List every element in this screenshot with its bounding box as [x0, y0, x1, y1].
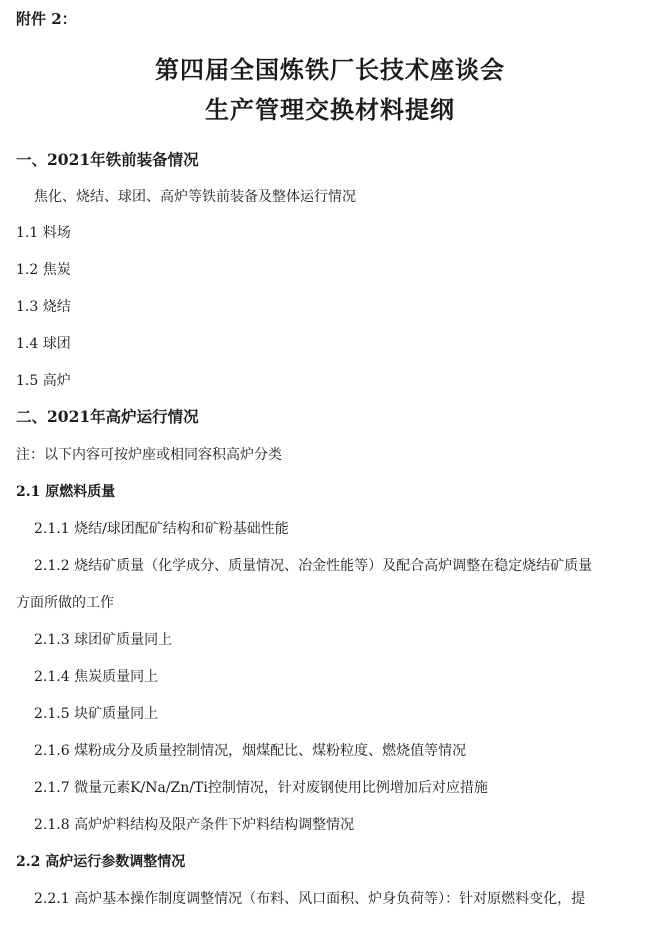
document-title-line2: 生产管理交换材料提纲 [205, 95, 455, 124]
item-1-4: 1.4 球团 [16, 336, 71, 352]
subsection-2-1: 2.1 原燃料质量 [16, 484, 116, 500]
item-2-1-1: 2.1.1 烧结/球团配矿结构和矿粉基础性能 [34, 521, 289, 537]
item-2-1-5: 2.1.5 块矿质量同上 [34, 706, 159, 722]
item-1-5: 1.5 高炉 [16, 373, 71, 389]
section-2-note: 注：以下内容可按炉座或相同容积高炉分类 [16, 447, 282, 463]
section-1-intro: 焦化、烧结、球团、高炉等铁前装备及整体运行情况 [34, 189, 356, 205]
item-1-3: 1.3 烧结 [16, 299, 71, 315]
item-2-1-2-continued: 方面所做的工作 [16, 595, 114, 611]
document-title-line1: 第四届全国炼铁厂长技术座谈会 [155, 55, 505, 84]
item-1-1: 1.1 料场 [16, 225, 71, 241]
section-heading-2: 二、2021年高炉运行情况 [16, 407, 199, 426]
attachment-label: 附件 2： [16, 10, 77, 28]
item-2-1-6: 2.1.6 煤粉成分及质量控制情况，烟煤配比、煤粉粒度、燃烧值等情况 [34, 743, 467, 759]
item-1-2: 1.2 焦炭 [16, 262, 71, 278]
item-2-1-4: 2.1.4 焦炭质量同上 [34, 669, 159, 685]
item-2-1-3: 2.1.3 球团矿质量同上 [34, 632, 173, 648]
item-2-1-8: 2.1.8 高炉炉料结构及限产条件下炉料结构调整情况 [34, 817, 355, 833]
item-2-1-7: 2.1.7 微量元素K/Na/Zn/Ti控制情况，针对废钢使用比例增加后对应措施 [34, 780, 488, 796]
item-2-1-2: 2.1.2 烧结矿质量（化学成分、质量情况、冶金性能等）及配合高炉调整在稳定烧结矿质量 [34, 558, 593, 574]
section-heading-1: 一、2021年铁前装备情况 [16, 150, 199, 169]
subsection-2-2: 2.2 高炉运行参数调整情况 [16, 854, 186, 870]
item-2-2-1: 2.2.1 高炉基本操作制度调整情况（布料、风口面积、炉身负荷等）：针对原燃料变化，提 [34, 891, 586, 907]
